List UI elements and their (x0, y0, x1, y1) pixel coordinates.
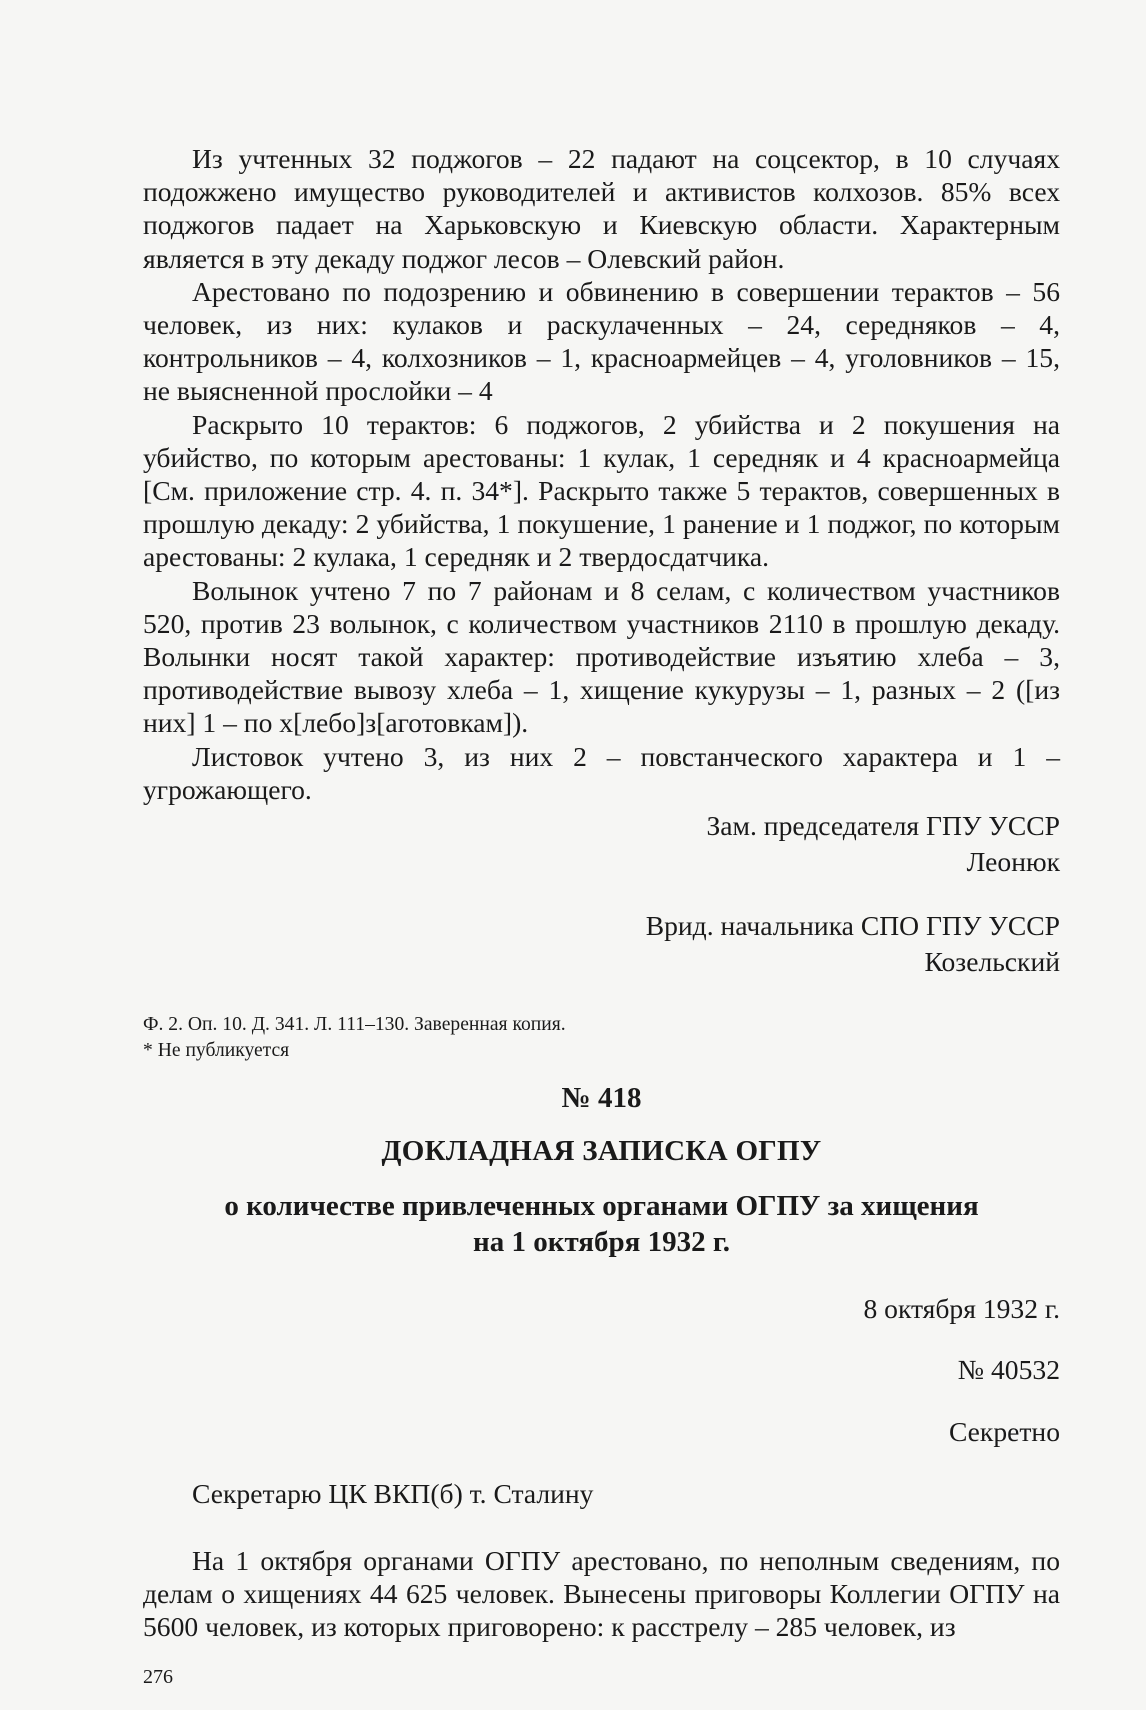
main-text (143, 142, 1060, 806)
footnote: * Не публикуется (143, 1040, 290, 1061)
paragraph-arson: Из учтенных 32 поджогов – 22 падают на соцсектор, в 10 случаях подожжено имущество руководителей и активистов колхозов. 85% всех поджогов падает на Харьковскую и Киевскую области. Характерным является в эту декаду поджог лесов – Олевский район. (143, 143, 1060, 274)
document-date: 8 октября 1932 г. (863, 1293, 1060, 1324)
registration-number: № 40532 (957, 1354, 1060, 1385)
signature-position: Врид. начальника СПО ГПУ УССР (645, 910, 1060, 941)
addressee: Секретарю ЦК ВКП(б) т. Сталину (192, 1478, 594, 1509)
paragraph-report: На 1 октября органами ОГПУ арестовано, по неполным сведениям, по делам о хищениях 44 625 человек. Вынесены приговоры Коллегии ОГПУ на 5600 человек, из которых приговорено: к расстрелу – 285 человек, из (143, 1545, 1060, 1643)
paragraph-solved: Раскрыто 10 терактов: 6 поджогов, 2 убийства и 2 покушения на убийство, по которым арестованы: 1 кулак, 1 середняк и 4 красноармейца [См. приложение стр. 4. п. 34*]. Раскрыто также 5 терактов, совершенных в прошлую декаду: 2 убийства, 1 покушение, 1 ранение и 1 поджог, по которым арестованы: 2 кулака, 1 середняк и 2 твердосдатчика. (143, 408, 1060, 573)
signature-name: Козельский (924, 946, 1060, 977)
archive-reference: Ф. 2. Оп. 10. Д. 341. Л. 111–130. Заверенная копия. (143, 1014, 566, 1035)
paragraph-arrests: Арестовано по подозрению и обвинению в совершении терактов – 56 человек, из них: кулаков и раскулаченных – 24, середняков – 4, контрольников – 4, колхозников – 1, красноармейцев – 4, уголовников – 15, не выясненной прослойки – 4 (143, 275, 1060, 407)
subtitle-line-2: на 1 октября 1932 г. (473, 1226, 730, 1258)
paragraph-leaflets: Листовок учтено 3, из них 2 – повстанческого характера и 1 – угрожающего. (143, 740, 1060, 805)
signature-block-spo (646, 908, 1060, 980)
page-number: 276 (143, 1666, 173, 1688)
archival-source (143, 1012, 566, 1064)
signature-name: Леонюк (966, 846, 1060, 877)
signature-block-deputy (706, 808, 1060, 880)
document-title: ДОКЛАДНАЯ ЗАПИСКА ОГПУ (381, 1135, 822, 1167)
signature-position: Зам. председателя ГПУ УССР (706, 810, 1060, 841)
document-subtitle (143, 1188, 1060, 1260)
paragraph-unrest: Волынок учтено 7 по 7 районам и 8 селам, с количеством участников 520, против 23 волынок, с количеством участников 2110 в прошлую декаду. Волынки носят такой характер: противодействие изъятию хлеба – 3, противодействие вывозу хлеба – 1, хищение кукурузы – 1, разных – 2 ([из них] 1 – по х[лебо]з[аготовкам]). (143, 574, 1060, 739)
subtitle-line-1: о количестве привлеченных органами ОГПУ за хищения (224, 1190, 979, 1222)
classification-mark: Секретно (948, 1416, 1060, 1447)
document-number: № 418 (561, 1082, 642, 1114)
report-text (143, 1544, 1060, 1644)
